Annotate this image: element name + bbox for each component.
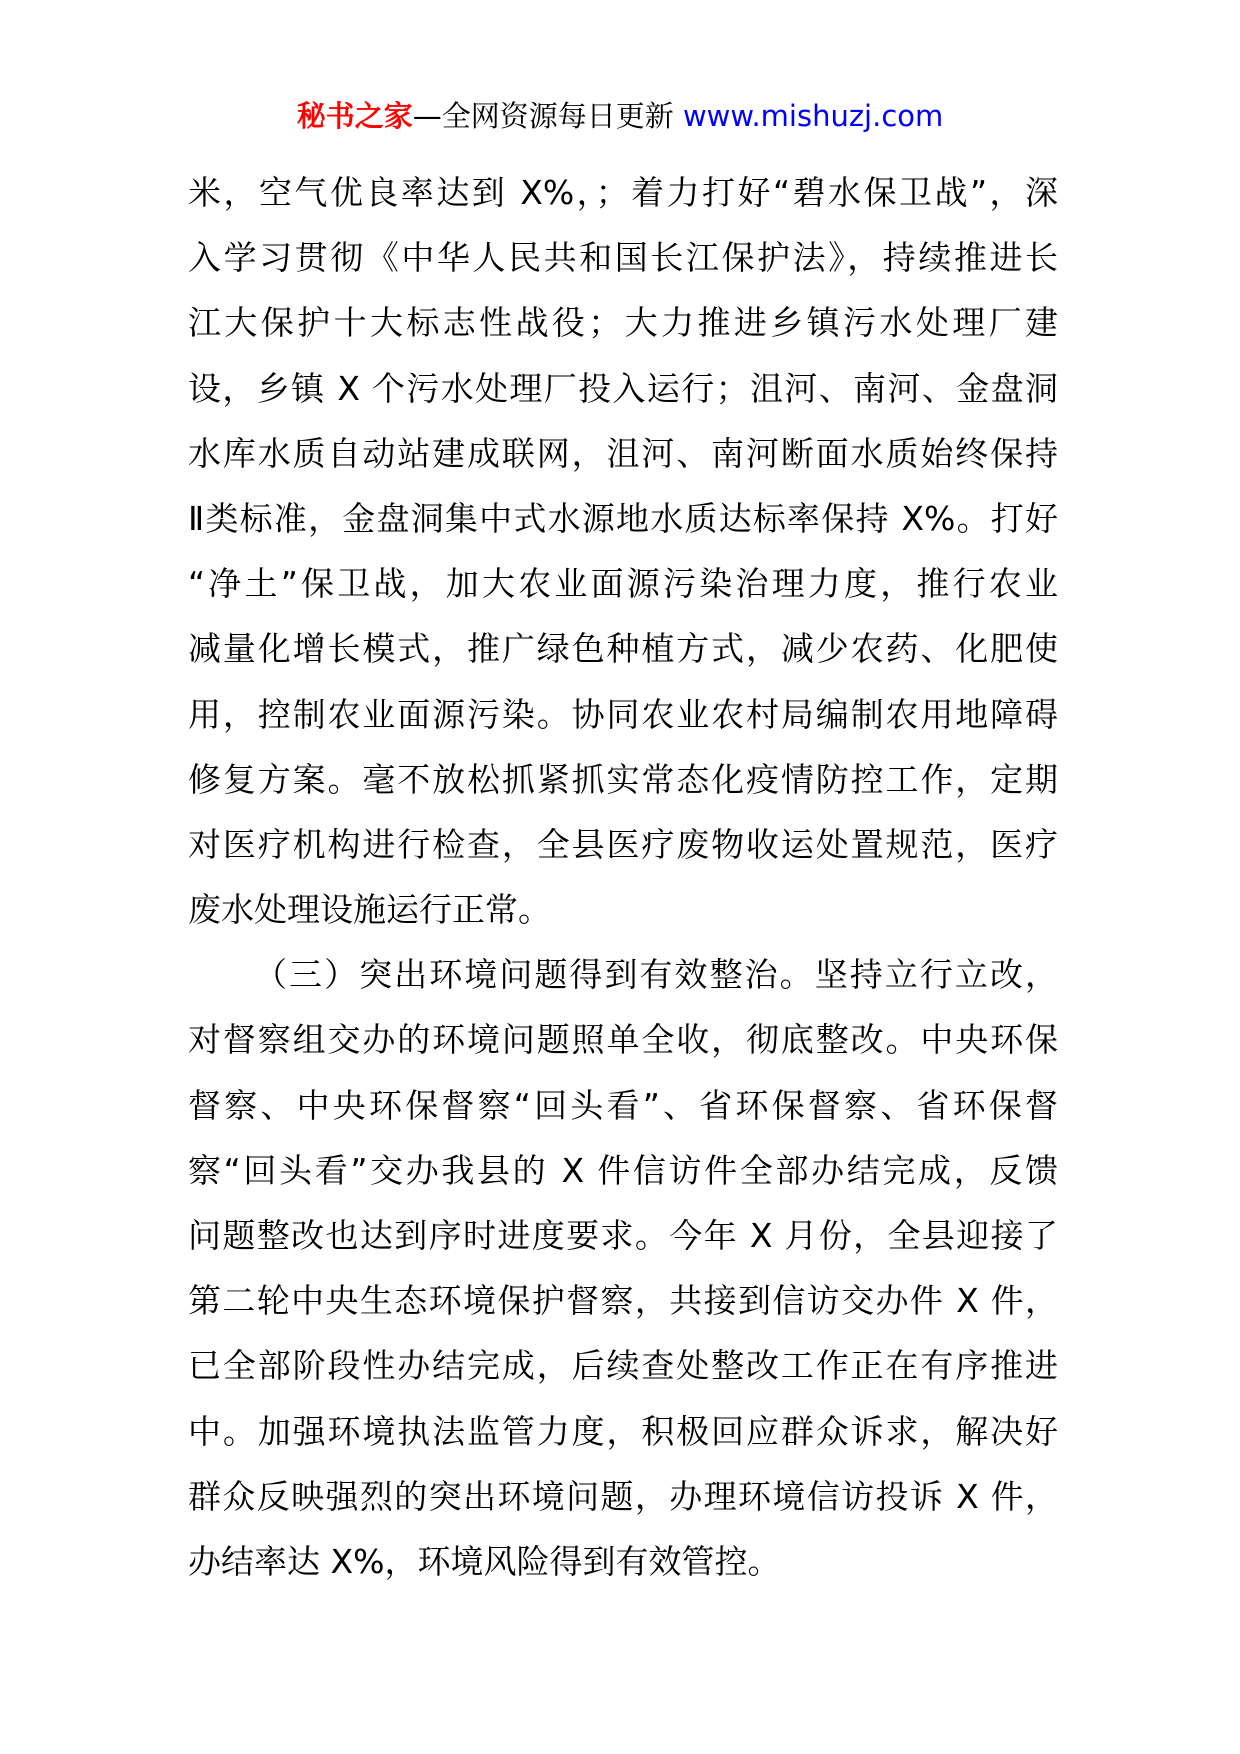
text-line: 察“回头看”交办我县的 X 件信访件全部办结完成，反馈 <box>188 1150 1058 1190</box>
text-line: 水库水质自动站建成联网，沮河、南河断面水质始终保持 <box>188 433 1058 473</box>
site-url-link[interactable]: www.mishuzj.com <box>682 99 944 133</box>
text-line: 设，乡镇 X 个污水处理厂投入运行；沮河、南河、金盘洞 <box>188 368 1058 408</box>
text-line: 江大保护十大标志性战役；大力推进乡镇污水处理厂建 <box>188 303 1058 343</box>
text-line: Ⅱ类标准，金盘洞集中式水源地水质达标率保持 X%。打好 <box>188 498 1058 538</box>
text-line: 督察、中央环保督察“回头看”、省环保督察、省环保督 <box>188 1085 1058 1125</box>
text-line: 已全部阶段性办结完成，后续查处整改工作正在有序推进 <box>188 1346 1058 1386</box>
text-line: 用，控制农业面源污染。协同农业农村局编制农用地障碍 <box>188 694 1058 734</box>
text-line: 废水处理设施运行正常。 <box>188 890 551 930</box>
header-tagline: —全网资源每日更新 <box>412 99 683 133</box>
text-line: 办结率达 X%，环境风险得到有效管控。 <box>188 1541 781 1581</box>
text-line: 对督察组交办的环境问题照单全收，彻底整改。中央环保 <box>188 1020 1058 1060</box>
text-line: 减量化增长模式，推广绿色种植方式，减少农药、化肥使 <box>188 629 1058 669</box>
text-line: 中。加强环境执法监管力度，积极回应群众诉求，解决好 <box>188 1411 1058 1451</box>
text-line: 问题整改也达到序时进度要求。今年 X 月份，全县迎接了 <box>188 1216 1058 1255</box>
brand-name: 秘书之家 <box>296 99 413 133</box>
text-line: 对医疗机构进行检查，全县医疗废物收运处置规范，医疗 <box>188 824 1058 864</box>
text-line: 入学习贯彻《中华人民共和国长江保护法》，持续推进长 <box>188 238 1058 278</box>
text-line: “净土”保卫战，加大农业面源污染治理力度，推行农业 <box>188 564 1058 604</box>
text-line: 第二轮中央生态环境保护督察，共接到信访交办件 X 件， <box>188 1281 1058 1321</box>
document-body <box>188 160 1058 1594</box>
text-line: 修复方案。毫不放松抓紧抓实常态化疫情防控工作，定期 <box>188 759 1058 799</box>
text-line: 米，空气优良率达到 X%，；着力打好“碧水保卫战”，深 <box>188 173 1058 212</box>
text-line: 群众反映强烈的突出环境问题，办理环境信访投诉 X 件， <box>188 1476 1058 1516</box>
section-heading-line: （三）突出环境问题得到有效整治。坚持立行立改， <box>254 955 1058 995</box>
site-header <box>0 96 1240 136</box>
